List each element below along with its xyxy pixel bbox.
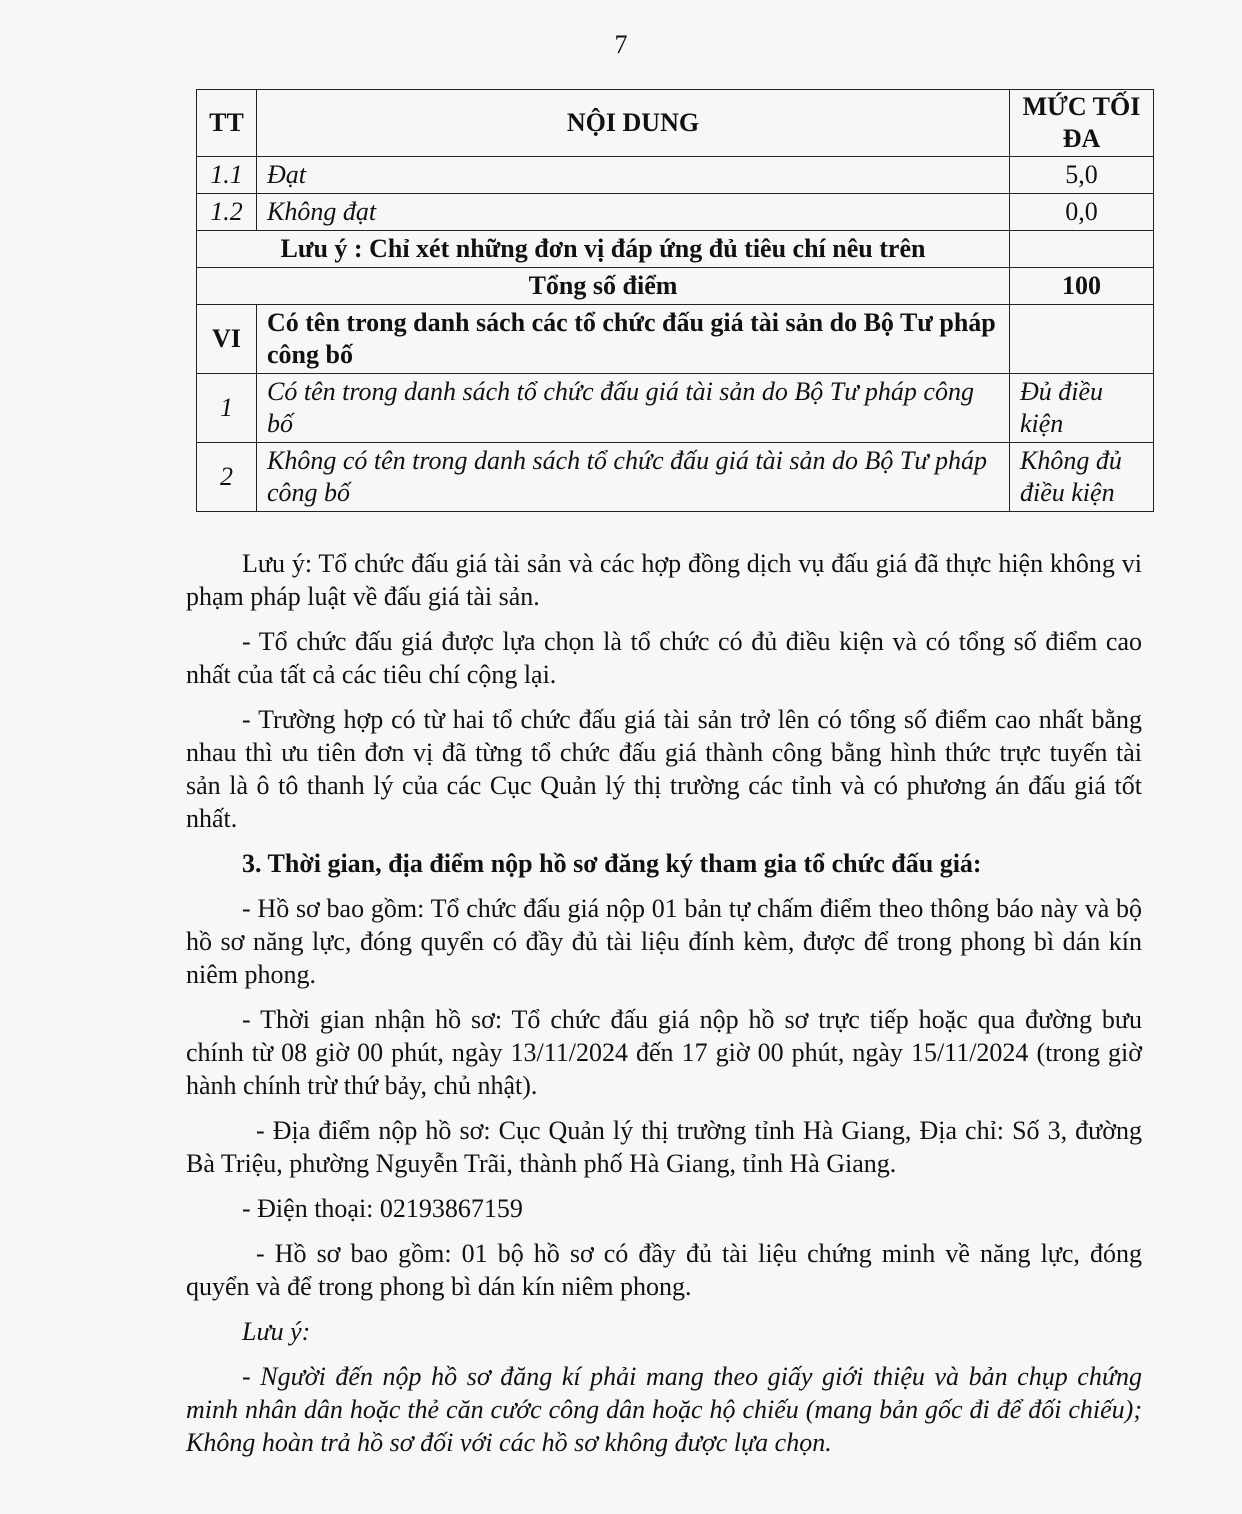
section-max-empty (1010, 305, 1154, 374)
header-tt: TT (197, 90, 257, 157)
row-max: Không đủ điều kiện (1010, 443, 1154, 512)
section-title: Có tên trong danh sách các tổ chức đấu giá tài sản do Bộ Tư pháp công bố (257, 305, 1010, 374)
row-content: Đạt (257, 157, 1010, 194)
section-row (197, 305, 1154, 374)
paragraph-time: - Thời gian nhận hồ sơ: Tổ chức đấu giá nộp hồ sơ trực tiếp hoặc qua đường bưu chính từ 08 giờ 00 phút, ngày 13/11/2024 đến 17 giờ 00 phút, ngày 15/11/2024 (trong giờ hành chính trừ thứ bảy, chủ nhật). (186, 1005, 1142, 1100)
body-text (186, 547, 1142, 1471)
note-label: Lưu ý: (242, 1317, 311, 1346)
row-tt: 1.2 (197, 194, 257, 231)
table-header-row (197, 90, 1154, 157)
row-tt: 1.1 (197, 157, 257, 194)
row-tt: 2 (197, 443, 257, 512)
row-max: Đủ điều kiện (1010, 374, 1154, 443)
table-row (197, 194, 1154, 231)
note-row-text: Lưu ý : Chỉ xét những đơn vị đáp ứng đủ tiêu chí nêu trên (197, 231, 1010, 268)
paragraph-submitter-note: - Người đến nộp hồ sơ đăng kí phải mang theo giấy giới thiệu và bản chụp chứng minh nhân dân hoặc thẻ căn cước công dân hoặc hộ chiếu (mang bản gốc đi để đối chiếu); Không hoàn trả hồ sơ đối với các hồ sơ không được lựa chọn. (186, 1362, 1142, 1457)
paragraph-dossier-2: - Hồ sơ bao gồm: 01 bộ hồ sơ có đầy đủ tài liệu chứng minh về năng lực, đóng quyển và để trong phong bì dán kín niêm phong. (186, 1239, 1142, 1301)
page-number: 7 (614, 30, 628, 59)
table-row (197, 443, 1154, 512)
header-max: MỨC TỐI ĐA (1010, 90, 1154, 157)
paragraph-selected-org: - Tổ chức đấu giá được lựa chọn là tổ chức có đủ điều kiện và có tổng số điểm cao nhất của tất cả các tiêu chí cộng lại. (186, 627, 1142, 689)
total-value: 100 (1010, 268, 1154, 305)
header-content: NỘI DUNG (257, 90, 1010, 157)
total-row (197, 268, 1154, 305)
note-row-empty (1010, 231, 1154, 268)
table-row (197, 374, 1154, 443)
section-tt: VI (197, 305, 257, 374)
paragraph-dossier: - Hồ sơ bao gồm: Tổ chức đấu giá nộp 01 bản tự chấm điểm theo thông báo này và bộ hồ sơ năng lực, đóng quyển có đầy đủ tài liệu đính kèm, được để trong phong bì dán kín niêm phong. (186, 894, 1142, 989)
row-content: Không đạt (257, 194, 1010, 231)
row-content: Có tên trong danh sách tổ chức đấu giá tài sản do Bộ Tư pháp công bố (257, 374, 1010, 443)
note-row (197, 231, 1154, 268)
row-max: 0,0 (1010, 194, 1154, 231)
paragraph-note: Lưu ý: Tổ chức đấu giá tài sản và các hợp đồng dịch vụ đấu giá đã thực hiện không vi phạm pháp luật về đấu giá tài sản. (186, 549, 1142, 611)
paragraph-location: - Địa điểm nộp hồ sơ: Cục Quản lý thị trường tỉnh Hà Giang, Địa chỉ: Số 3, đường Bà Triệu, phường Nguyễn Trãi, thành phố Hà Giang, tỉnh Hà Giang. (186, 1116, 1142, 1178)
total-label: Tổng số điểm (197, 268, 1010, 305)
scoring-table (196, 89, 1154, 512)
row-max: 5,0 (1010, 157, 1154, 194)
paragraph-tie-break: - Trường hợp có từ hai tổ chức đấu giá tài sản trở lên có tổng số điểm cao nhất bằng nhau thì ưu tiên đơn vị đã từng tổ chức đấu giá thành công bằng hình thức trực tuyến tài sản là ô tô thanh lý của các Cục Quản lý thị trường các tỉnh và có phương án đấu giá tốt nhất. (186, 705, 1142, 833)
section-heading-3: 3. Thời gian, địa điểm nộp hồ sơ đăng ký tham gia tổ chức đấu giá: (242, 849, 982, 878)
paragraph-phone: - Điện thoại: 02193867159 (242, 1194, 523, 1223)
table-row (197, 157, 1154, 194)
row-tt: 1 (197, 374, 257, 443)
row-content: Không có tên trong danh sách tổ chức đấu giá tài sản do Bộ Tư pháp công bố (257, 443, 1010, 512)
